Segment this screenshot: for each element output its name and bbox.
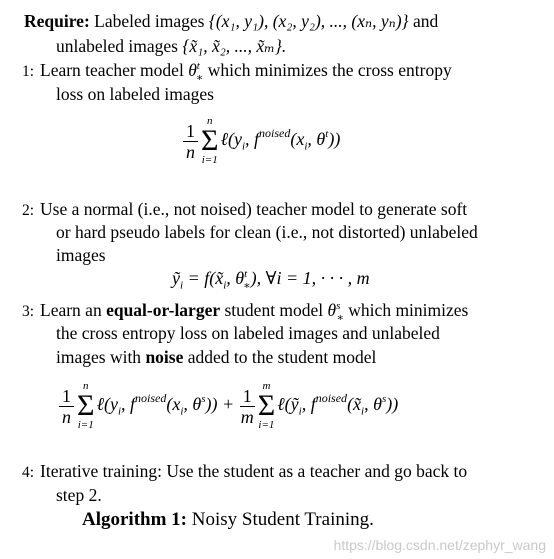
step-3-text-a: Learn an: [40, 300, 102, 320]
step-3-line-3: [56, 346, 376, 369]
step-1-text-c: loss on labeled images: [56, 84, 214, 104]
step-2-text-b: or hard pseudo labels for clean (i.e., not distorted) unlabeled: [56, 222, 478, 242]
step-2-text-c: images: [56, 245, 106, 265]
caption-label: Algorithm 1:: [82, 509, 188, 530]
student-theta: $\theta^s_∗$: [327, 300, 344, 324]
step-4-line-1: [0, 460, 467, 484]
step-1-text-b: which minimizes the cross entropy: [207, 60, 452, 80]
step-3-text-c: which minimizes: [348, 300, 469, 320]
step-3-text-f: added to the student model: [187, 347, 377, 367]
step-3-text-d: the cross entropy loss on labeled images and unlabeled: [56, 323, 440, 343]
step-2-line-2: [56, 221, 478, 244]
require-text-1: Labeled images: [94, 11, 205, 31]
step-2-line-3: [56, 244, 106, 267]
require-line-2: [56, 35, 286, 58]
equation-1: $\frac{1}{n}$ n Σ i=1 $\ell(y_i$, $f^{noised}(x_i$, $\theta^t$)): [182, 116, 340, 166]
require-text-2: unlabeled images: [56, 36, 178, 56]
step-3-text-e: images with: [56, 347, 142, 367]
step-2-number: 2:: [21, 202, 34, 219]
step-4-number: 4:: [21, 464, 34, 481]
equation-2: ỹ$_i$ = $f(x̃_i$, $\theta^t_∗$), ∀i = 1, · · · , m: [172, 268, 370, 292]
step-3-text-b: student model: [224, 300, 324, 320]
step-1-line-1: [0, 59, 452, 83]
step-2-text-a: Use a normal (i.e., not noised) teacher model to generate soft: [40, 199, 468, 219]
unlabeled-set: {x̃₁, x̃₂, ..., x̃ₘ}.: [182, 36, 287, 56]
require-and: and: [412, 11, 439, 31]
step-3-line-1: [0, 299, 468, 323]
step-3-bold: equal-or-larger: [106, 300, 221, 320]
caption-text: Noisy Student Training.: [191, 509, 374, 530]
step-1-number: 1:: [21, 63, 34, 80]
algorithm-caption: [82, 508, 374, 531]
step-2-line-1: [0, 198, 467, 222]
step-4-text-a: Iterative training: Use the student as a teacher and go back to: [40, 461, 468, 481]
labeled-set: {(x₁, y₁), (x₂, y₂), ..., (xₙ, yₙ)}: [208, 11, 409, 31]
step-3-noise: noise: [145, 347, 184, 367]
step-1-text-a: Learn teacher model: [40, 60, 184, 80]
require-label: Require:: [24, 11, 90, 31]
step-4-text-b: step 2.: [56, 485, 102, 505]
step-4-line-2: [56, 484, 102, 507]
equation-3: $\frac{1}{n}$ n Σ i=1 $\ell(y_i$, $f^{noised}(x_i$, $\theta^s$)) + $\frac{1}{m}$ m Σ i=1 ℓ(ỹ$_i$, $f^{noised}(x̃_i$, $\theta^s$)): [58, 381, 398, 431]
require-line-1: [24, 10, 438, 33]
watermark: https://blog.csdn.net/zephyr_wang: [333, 537, 546, 553]
step-1-line-2: [56, 83, 214, 106]
step-3-number: 3:: [21, 303, 34, 320]
teacher-theta: $\theta^t_∗$: [188, 60, 204, 84]
step-3-line-2: [56, 322, 440, 345]
